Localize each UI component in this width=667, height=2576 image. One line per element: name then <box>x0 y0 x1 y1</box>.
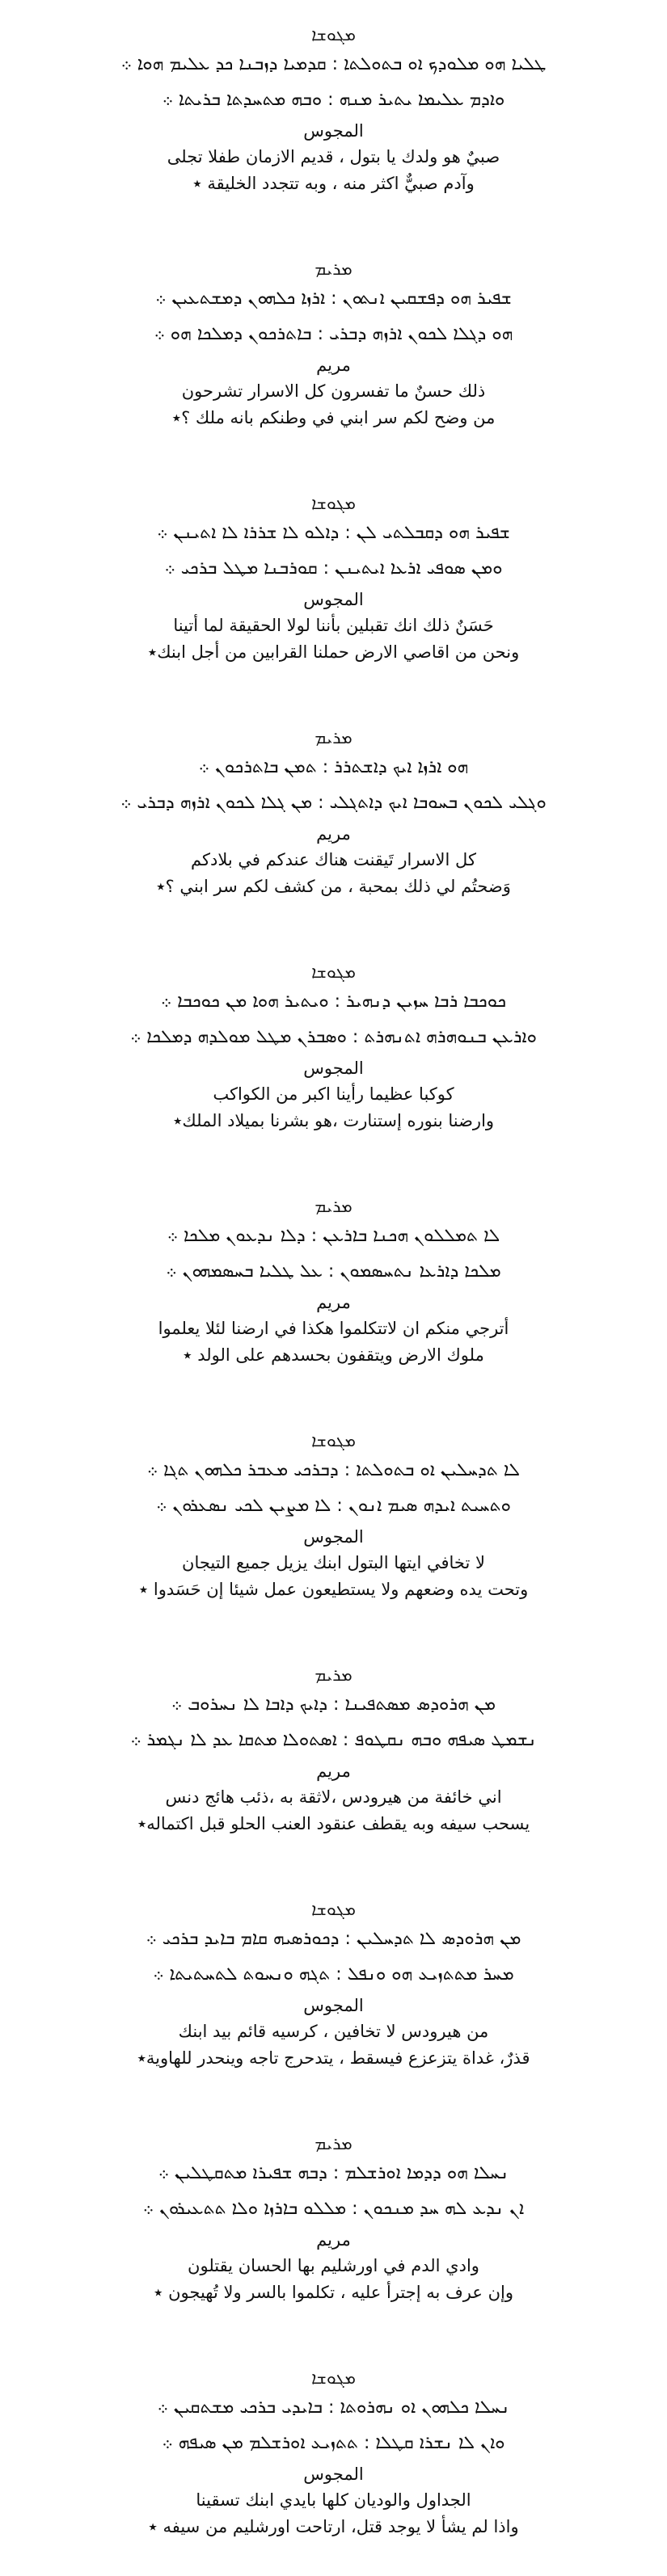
stanza <box>0 960 667 1134</box>
arabic-speaker-name: مريم <box>316 1762 351 1781</box>
arabic-verse-line: ملوك الارض ويتقفون بحسدهم على الولد ٭ <box>183 1345 484 1365</box>
arabic-verse-line: ونحن من اقاصي الارض حملنا القرابين من أجل ابنك٭ <box>147 642 520 662</box>
arabic-speaker-name: المجوس <box>303 121 364 141</box>
syriac-speaker-name: ܡܪܝܡ <box>315 2134 352 2153</box>
arabic-verse-line: أترجي منكم ان لاتتكلموا هكذا في ارضنا لئلا يعلموا <box>158 1319 509 1338</box>
stanza <box>0 257 667 431</box>
syriac-verse-line: ܫܦܝܪ ܗܘ ܕܩܒܠܬܝ ܠܢ : ܕܐܠܘ ܠܐ ܫܪܪܐ ܠܐ ܐܬܝܢܢ ܀ <box>157 523 510 543</box>
arabic-speaker-name: المجوس <box>303 590 364 609</box>
arabic-verse-line: وإن عرف به إجترأ عليه ، تكلموا بالسر ولا تُهيجون ٭ <box>154 2283 513 2302</box>
arabic-verse-line: وادي الدم في اورشليم بها الحسان يقتلون <box>188 2256 479 2275</box>
stanza <box>0 2366 667 2540</box>
syriac-speaker-name: ܡܪܝܡ <box>315 1665 352 1685</box>
syriac-verse-line: ܠܐ ܬܡܠܠܘܢ ܗܟܢܐ ܒܐܪܥܢ : ܕܠܐ ܢܕܥܘܢ ܡܠܟܐ ܀ <box>167 1226 500 1246</box>
arabic-verse-line: اني خائفة من هيرودس ،لاثقة به ،ذئب هائج دنس <box>165 1787 502 1807</box>
stanza <box>0 1663 667 1837</box>
syriac-verse-line: ܫܦܝܪ ܗܘ ܕܦܫܩܝܢ ܐܢܬܘܢ : ܐܪܙܐ ܟܠܗܘܢ ܕܡܫܬܥܝܢ ܀ <box>155 288 512 309</box>
syriac-verse-line: ܘܡܢ ܣܘܦܝ ܐܪܥܐ ܐܝܬܝܢܢ : ܩܘܪܒܢܐ ܡܛܠ ܒܪܟܝ ܀ <box>164 558 503 579</box>
stanza <box>0 23 667 197</box>
arabic-verse-line: يسحب سيفه وبه يقطف عنقود العنب الحلو قبل اكتماله٭ <box>137 1814 530 1833</box>
arabic-verse-line: الجداول والوديان كلها بايدي ابنك تسقينا <box>196 2490 471 2510</box>
arabic-speaker-name: مريم <box>316 824 351 844</box>
stanza <box>0 2132 667 2306</box>
syriac-verse-line: ܡܠܟܐ ܕܐܪܥܐ ܢܬܚܣܡܘܢ : ܥܠ ܛܠܝܐ ܒܚܣܡܗܘܢ ܀ <box>166 1261 501 1282</box>
arabic-verse-line: واذا لم يشأ لا يوجد قتل، ارتاحت اورشليم من سيفه ٭ <box>148 2517 519 2536</box>
syriac-verse-line: ܢܚܠܐ ܟܠܗܘܢ ܐܘ ܢܗܪܘܬܐ : ܒܐܝܕܝ ܒܪܟܝ ܡܫܬܩܝܢ ܀ <box>157 2397 510 2418</box>
arabic-verse-line: قذرٌ، غداة يتزعزع فيسقط ، يتدحرج تاجه وينحدر للهاوية٭ <box>137 2048 530 2068</box>
syriac-verse-line: ܡܢ ܗܪܘܕܣ ܠܐ ܬܕܚܠܝܢ : ܕܟܘܪܣܝܗ ܩܐܡ ܒܐܝܕ ܒܪܟܝ ܀ <box>146 1929 521 1949</box>
stanza <box>0 1194 667 1369</box>
syriac-speaker-name: ܡܓܘܫܐ <box>311 1431 356 1450</box>
arabic-verse-line: من وضح لكم سر ابني في وطنكم بانه ملك ؟٭ <box>171 408 496 427</box>
arabic-speaker-name: المجوس <box>303 1527 364 1547</box>
syriac-verse-line: ܗܘ ܕܓܠܐ ܠܟܘܢ ܐܪܙܗ ܕܒܪܝ : ܒܐܬܪܟܘܢ ܕܡܠܟܐ ܗܘ ܀ <box>154 324 513 344</box>
syriac-verse-line: ܘܬܚܝܬ ܐܝܕܗ ܣܝܡ ܐܢܘܢ : ܠܐ ܡܨܝܢ ܠܟܝ ܢܣܥܪܘܢ ܀ <box>156 1496 511 1516</box>
syriac-speaker-name: ܡܪܝܡ <box>315 259 352 279</box>
arabic-verse-line: وتحت يده وضعهم ولا يستطيعون عمل شيئا إن حَسَدوا ٭ <box>138 1580 529 1599</box>
syriac-speaker-name: ܡܓܘܫܐ <box>311 2368 356 2388</box>
stanza <box>0 726 667 900</box>
syriac-verse-line: ܠܐ ܬܕܚܠܝܢ ܐܘ ܒܬܘܠܬܐ : ܕܒܪܟܝ ܡܥܒܪ ܟܠܗܘܢ ܬܓܐ ܀ <box>146 1460 521 1480</box>
syriac-speaker-name: ܡܪܝܡ <box>315 728 352 747</box>
syriac-verse-line: ܟܘܟܒܐ ܪܒܐ ܚܙܝܢ ܕܢܗܝܪ : ܘܝܬܝܪ ܗܘܐ ܡܢ ܟܘܟܒܐ ܀ <box>160 991 507 1012</box>
syriac-speaker-name: ܡܓܘܫܐ <box>311 962 356 982</box>
arabic-speaker-name: مريم <box>316 356 351 375</box>
syriac-verse-line: ܗܘ ܐܪܙܐ ܐܝܟ ܕܐܫܬܪܪ : ܬܡܢ ܒܐܬܪܟܘܢ ܀ <box>198 757 469 777</box>
arabic-verse-line: حَسَنٌ ذلك انك تقبلين بأننا لولا الحقيقة لما أتينا <box>173 616 494 635</box>
syriac-verse-line: ܢܫܡܛ ܣܝܦܗ ܘܒܗ ܢܩܛܘܦ : ܐܣܬܘܠܐ ܡܬܩܐ ܥܕ ܠܐ ܢܓܡܪ ܀ <box>130 1730 537 1750</box>
arabic-verse-line: وارضنا بنوره إستنارت ،هو بشرنا بميلاد الملك٭ <box>172 1111 495 1130</box>
arabic-speaker-name: مريم <box>316 1293 351 1312</box>
syriac-speaker-name: ܡܓܘܫܐ <box>311 1900 356 1919</box>
syriac-speaker-name: ܡܓܘܫܐ <box>311 494 356 513</box>
syriac-verse-line: ܘܓܠܝ ܠܟܘܢ ܒܚܘܒܐ ܐܝܟ ܕܐܬܓܠܝ : ܡܢ ܓܠܐ ܠܟܘܢ ܐܪܙܗ ܕܒܪܝ ܀ <box>120 793 547 813</box>
syriac-verse-line: ܐܢ ܢܕܥ ܠܗ ܚܕ ܡܢܟܘܢ : ܡܠܠܘ ܒܐܪܙܐ ܘܠܐ ܬܬܥܝܪܘܢ ܀ <box>142 2199 525 2219</box>
syriac-verse-line: ܘܐܕܡ ܥܠܝܡܐ ܝܬܝܪ ܡܢܗ : ܘܒܗ ܡܬܚܕܬܐ ܒܪܝܬܐ ܀ <box>162 90 505 110</box>
syriac-verse-line: ܘܐܪܥܢ ܒܢܘܗܪܗ ܐܬܢܗܪܬ : ܘܣܒܪܢ ܡܛܠ ܡܘܠܕܗ ܕܡܠܟܐ ܀ <box>130 1027 537 1047</box>
stanza <box>0 1897 667 2072</box>
syriac-verse-line: ܡܢ ܗܪܘܕܣ ܡܣܬܦܝܢܐ : ܕܐܝܟ ܕܐܒܐ ܠܐ ܢܚܪܘܒ ܀ <box>171 1694 496 1715</box>
syriac-speaker-name: ܡܓܘܫܐ <box>311 25 356 44</box>
syriac-verse-line: ܘܐܢ ܠܐ ܢܫܪܐ ܩܛܠܐ : ܬܬܙܝܥ ܐܘܪܫܠܡ ܡܢ ܣܝܦܗ ܀ <box>162 2433 505 2453</box>
stanza <box>0 1429 667 1603</box>
arabic-verse-line: كوكبا عظيما رأينا اكبر من الكواكب <box>213 1084 454 1104</box>
syriac-speaker-name: ܡܪܝܡ <box>315 1197 352 1216</box>
arabic-verse-line: ذلك حسنٌ ما تفسرون كل الاسرار تشرحون <box>181 381 486 401</box>
stanza <box>0 491 667 666</box>
syriac-verse-line: ܡܚܪ ܡܬܬܙܝܥ ܗܘ ܘܢܦܠ : ܬܓܗ ܘܢܚܘܬ ܠܬܚܬܝܬܐ ܀ <box>153 1964 514 1985</box>
syriac-verse-line: ܛܠܝܐ ܗܘ ܡܠܘܕܟ ܐܘ ܒܬܘܠܬܐ : ܩܕܡܝܐ ܕܙܒܢܐ ܟܕ ܥܠܝܡ ܗܘܐ ܀ <box>120 54 547 74</box>
arabic-speaker-name: المجوس <box>303 1059 364 1078</box>
arabic-speaker-name: المجوس <box>303 2464 364 2484</box>
arabic-speaker-name: المجوس <box>303 1996 364 2015</box>
arabic-verse-line: وَضحتُم لي ذلك بمحبة ، من كشف لكم سر ابني ؟٭ <box>156 877 511 896</box>
arabic-verse-line: وآدم صبيٌّ اكثر منه ، وبه تتجدد الخليقة ٭ <box>192 174 475 193</box>
arabic-speaker-name: مريم <box>316 2230 351 2250</box>
arabic-verse-line: لا تخافي ايتها البتول ابنك يزيل جميع التيجان <box>182 1553 485 1572</box>
arabic-verse-line: كل الاسرار تَيقنت هناك عندكم في بلادكم <box>191 850 476 869</box>
arabic-verse-line: من هيرودس لا تخافين ، كرسيه قائم بيد ابنك <box>178 2022 489 2041</box>
arabic-verse-line: صبيٌ هو ولدك يا بتول ، قديم الازمان طفلا تجلى <box>167 147 500 166</box>
syriac-verse-line: ܢܚܠܐ ܗܘ ܕܕܡܐ ܐܘܪܫܠܡ : ܕܒܗ ܫܦܝܪܐ ܡܬܩܛܠܝܢ ܀ <box>158 2163 509 2183</box>
